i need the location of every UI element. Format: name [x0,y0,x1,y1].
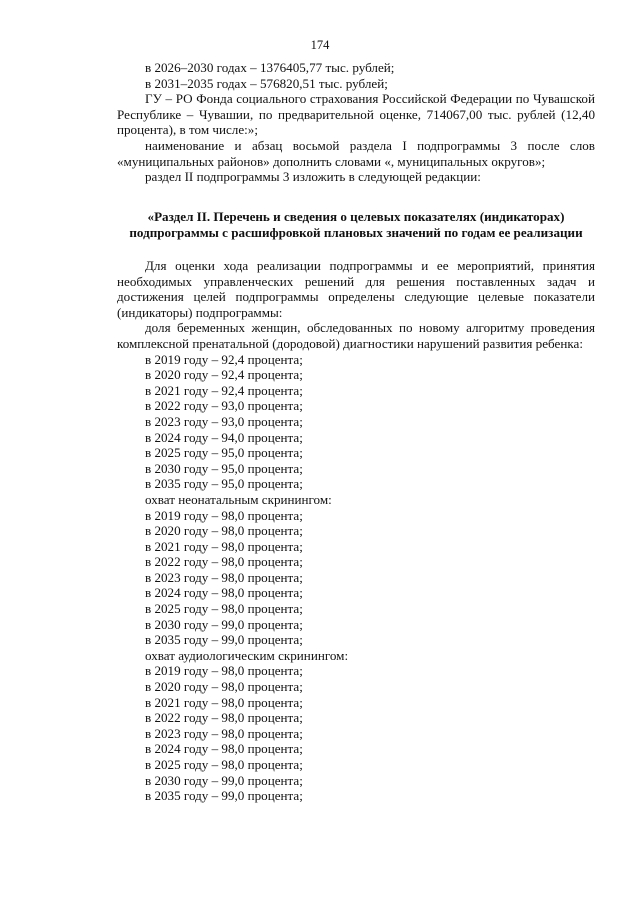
list-item: в 2020 году – 98,0 процента; [145,523,303,539]
page-number: 174 [310,38,330,52]
list-item: в 2019 году – 92,4 процента; [145,351,303,367]
list-item: в 2021 году – 92,4 процента; [145,382,303,398]
top-section [117,60,595,185]
list-item: в 2035 году – 99,0 процента; [145,632,303,648]
indicator-values-list [117,663,595,803]
list-item: в 2035 году – 95,0 процента; [145,476,303,492]
indicator-values-list [117,508,595,648]
list-item: в 2030 году – 99,0 процента; [145,772,303,788]
list-item: в 2019 году – 98,0 процента; [145,663,303,679]
list-item: в 2023 году – 93,0 процента; [145,413,303,429]
list-item: в 2025 году – 98,0 процента; [145,757,303,772]
paragraph-assess: Для оценки хода реализации подпрограммы и ее мероприятий, принятия необходимых управленческих решений для решения поставленных задач и достижения целей подпрограммы определены следующие целевые показатели (индикаторы) подпрограммы: [117,258,595,320]
list-item: в 2025 году – 95,0 процента; [145,445,303,461]
list-item: в 2035 году – 99,0 процента; [145,788,303,804]
list-item: в 2024 году – 94,0 процента; [145,429,303,445]
list-item: в 2030 году – 99,0 процента; [145,616,303,632]
section-heading: «Раздел II. Перечень и сведения о целевых показателях (индикаторах) подпрограммы с расшифровкой плановых значений по годам ее реализации [129,209,583,240]
paragraph-section: раздел II подпрограммы 3 изложить в следующей редакции: [145,169,481,185]
list-item: в 2024 году – 98,0 процента; [145,741,303,757]
intro-line: в 2026–2030 годах – 1376405,77 тыс. рублей; [145,60,395,75]
list-item: в 2025 году – 98,0 процента; [145,601,303,617]
list-item: в 2022 году – 93,0 процента; [145,398,303,414]
indicator-values-list [117,352,595,492]
list-item: в 2023 году – 98,0 процента; [145,569,303,585]
indicator-title: охват аудиологическим скринингом: [145,647,349,663]
indicator-title: охват неонатальным скринингом: [145,491,332,507]
paragraph-name: наименование и абзац восьмой раздела I подпрограммы 3 после слов «муниципальных районов» дополнить словами «, муниципальных округов»; [117,137,595,169]
indicator-title: доля беременных женщин, обследованных по новому алгоритму проведения комплексной пренатальной (дородовой) диагностики нарушений развития ребенка: [117,320,595,351]
list-item: в 2021 году – 98,0 процента; [145,694,303,710]
intro-line: в 2031–2035 годах – 576820,51 тыс. рублей; [145,75,388,91]
list-item: в 2030 году – 95,0 процента; [145,460,303,476]
list-item: в 2019 году – 98,0 процента; [145,507,303,523]
paragraph-gu: ГУ – РО Фонда социального страхования Российской Федерации по Чувашской Республике – Чувашии, по предварительной оценке, 714067,00 тыс. рублей (12,40 процента), в том числе:»; [117,91,595,138]
list-item: в 2022 году – 98,0 процента; [145,554,303,570]
body-section [117,258,595,804]
list-item: в 2024 году – 98,0 процента; [145,585,303,601]
list-item: в 2020 году – 92,4 процента; [145,367,303,383]
list-item: в 2021 году – 98,0 процента; [145,538,303,554]
list-item: в 2020 году – 98,0 процента; [145,679,303,695]
list-item: в 2023 году – 98,0 процента; [145,725,303,741]
list-item: в 2022 году – 98,0 процента; [145,710,303,726]
